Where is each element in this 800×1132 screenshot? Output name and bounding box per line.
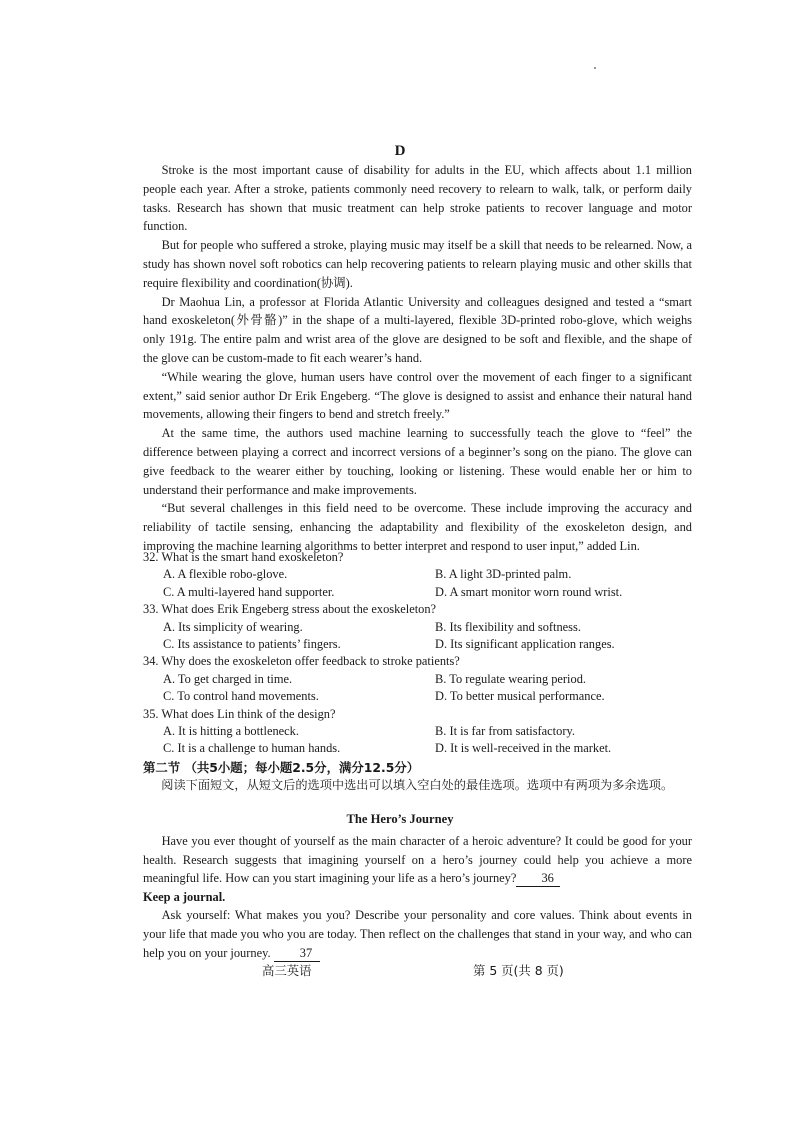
passage-paragraph: Dr Maohua Lin, a professor at Florida Atlantic University and colleagues designed and tested a “smart hand exoskeleton(外骨骼)” in the shape of a multi-layered, flexible 3D-printed robo-glove, which weighs only 191g. The entire palm and wrist area of the glove are designed to be soft and flexible, and the shape of the glove can be custom-made to fit each wearer’s hand. [143, 294, 692, 365]
question-32 [143, 549, 703, 601]
option-a: A. It is hitting a bottleneck. [163, 723, 299, 738]
blank-36: 36 [516, 871, 560, 887]
option-c: C. It is a challenge to human hands. [163, 741, 341, 756]
hero-paragraph-text: Ask yourself: What makes you you? Describe your personality and core values. Think about events in your life that made you who you are today. Then reflect on the challenges that stand in your way, and who can help you on your journey. [143, 908, 692, 960]
option-b: B. To regulate wearing period. [435, 671, 586, 686]
option-d: D. A smart monitor worn round wrist. [435, 584, 623, 599]
hero-paragraph-1 [143, 832, 692, 888]
passage-paragraph: But for people who suffered a stroke, playing music may itself be a skill that needs to be relearned. Now, a study has shown novel soft robotics can help recovering patients to relearn playing music and other skills that require flexibility and coordination(协调). [143, 238, 692, 290]
question-stem: 34. Why does the exoskeleton offer feedback to stroke patients? [143, 654, 460, 669]
option-c: C. A multi-layered hand supporter. [163, 584, 335, 599]
question-34 [143, 653, 703, 705]
footer-subject: 高三英语 [262, 963, 312, 978]
option-d: D. Its significant application ranges. [435, 636, 615, 651]
part-two-instruction: 阅读下面短文，从短文后的选项中选出可以填入空白处的最佳选项。选项中有两项为多余选项。 [161, 778, 674, 792]
hero-paragraph-2 [143, 906, 692, 962]
option-a: A. Its simplicity of wearing. [163, 619, 303, 634]
section-letter: D [394, 143, 406, 159]
passage-paragraph: Stroke is the most important cause of disability for adults in the EU, which affects about 1.1 million people each year. After a stroke, patients commonly need recovery to relearn to walk, talk, or perform daily tasks. Research has shown that music treatment can help stroke patients to recover language and motor function. [143, 163, 692, 234]
option-b: B. Its flexibility and softness. [435, 619, 581, 634]
passage-paragraph: At the same time, the authors used machine learning to successfully teach the glove to “feel” the difference between playing a correct and incorrect versions of a beginner’s song on the piano. The glove can give feedback to the wearer either by touching, looking or listening. These would enable her or him to understand their performance and make improvements. [143, 426, 692, 497]
keep-journal-heading: Keep a journal. [143, 889, 226, 904]
option-c: C. Its assistance to patients’ fingers. [163, 636, 341, 651]
question-stem: 32. What is the smart hand exoskeleton? [143, 550, 344, 564]
option-c: C. To control hand movements. [163, 689, 319, 704]
passage-paragraph: “But several challenges in this field need to be overcome. These include improving the accuracy and reliability of tactile sensing, enhancing the adaptability and flexibility of the exoskeleton design, and improving the machine learning algorithms to better interpret and respond to user input,” added Lin. [143, 501, 692, 553]
hero-passage [143, 832, 692, 962]
option-a: A. A flexible robo-glove. [163, 567, 288, 582]
question-stem: 33. What does Erik Engeberg stress about the exoskeleton? [143, 602, 437, 617]
question-stem: 35. What does Lin think of the design? [143, 706, 336, 721]
footer-page-number: 第 5 页(共 8 页) [473, 963, 564, 978]
option-d: D. To better musical performance. [435, 689, 605, 704]
question-list [143, 549, 703, 758]
hero-passage-title: The Hero’s Journey [346, 812, 454, 826]
option-d: D. It is well-received in the market. [435, 741, 612, 756]
option-b: B. It is far from satisfactory. [435, 723, 575, 738]
option-b: B. A light 3D-printed palm. [435, 567, 572, 582]
part-two-heading: 第二节 （共5小题；每小题2.5分，满分12.5分） [143, 760, 420, 775]
hero-paragraph-text: Have you ever thought of yourself as the main character of a heroic adventure? It could be good for your health. Research suggests that imagining yourself on a hero’s journey could help you achieve a more meaningful life. How can you start imagining your life as a hero’s journey? [143, 834, 692, 886]
option-a: A. To get charged in time. [163, 671, 293, 686]
passage-d [143, 161, 692, 556]
passage-paragraph: “While wearing the glove, human users have control over the movement of each finger to a significant extent,” said senior author Dr Erik Engeberg. “The glove is designed to assist and enhance their natural hand movements, allowing their fingers to bend and stretch freely.” [143, 369, 692, 422]
question-33 [143, 601, 703, 653]
scan-speck [594, 67, 596, 69]
blank-37: 37 [274, 946, 320, 962]
question-35 [143, 706, 703, 758]
